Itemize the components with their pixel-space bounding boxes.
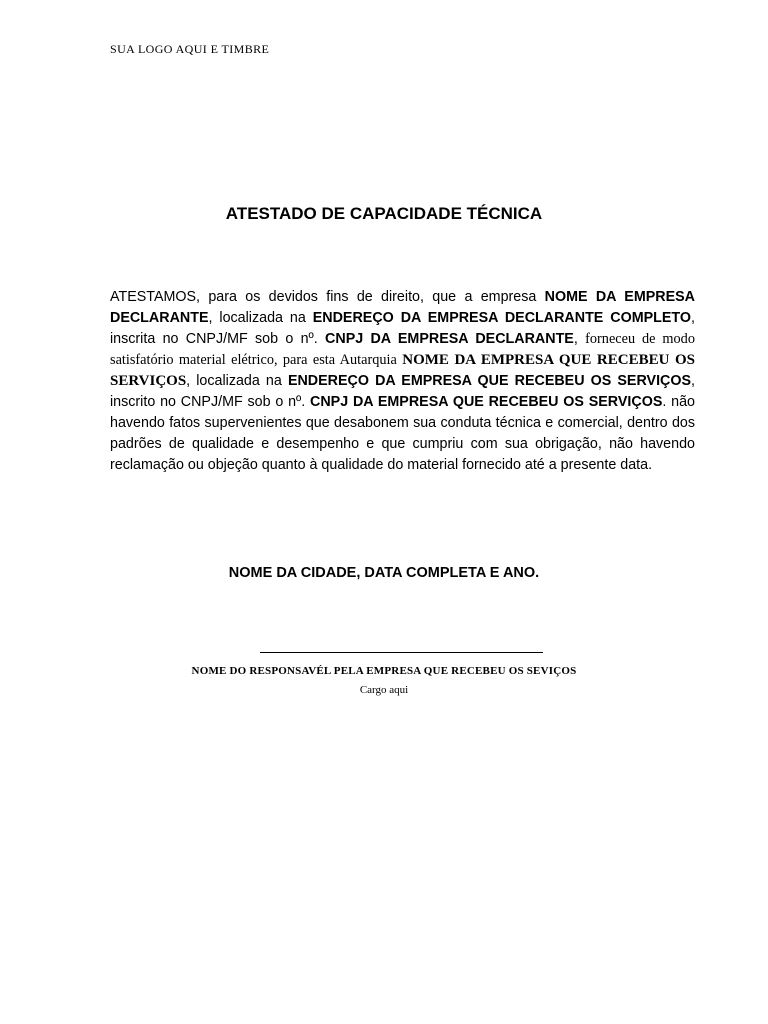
- body-text-part-8: . não havendo fatos supervenientes que desabonem sua conduta técnica e comercial, dentro dos padrões de qualidade e desempenho e que cumpriu com sua obrigação, não havendo reclamação ou objeção quanto à qualidade do material fornecido até a presente data.: [110, 394, 695, 473]
- signatory-name: NOME DO RESPONSAVÉL PELA EMPRESA QUE RECEBEU OS SEVIÇOS: [191, 665, 577, 677]
- signature-line: [260, 652, 543, 653]
- signatory-role: Cargo aqui: [359, 684, 409, 696]
- document-title: ATESTADO DE CAPACIDADE TÉCNICA: [225, 204, 543, 223]
- body-text-part-4: ,: [573, 331, 586, 347]
- body-text-part-6: , localizada na: [186, 373, 288, 389]
- declarant-company-cnpj: CNPJ DA EMPRESA DECLARANTE: [325, 331, 574, 347]
- recipient-company-name: NOME DA EMPRESA QUE RECEBEU OS SERVIÇOS: [110, 352, 696, 389]
- body-text-part-7: , inscrito no CNPJ/MF sob o nº.: [110, 373, 696, 410]
- body-text-part-5: forneceu de modo satisfatório material elétrico, para esta Autarquia: [110, 331, 695, 368]
- declarant-company-name: NOME DA EMPRESA DECLARANTE: [110, 289, 695, 326]
- logo-placeholder-text: SUA LOGO AQUI E TIMBRE: [110, 42, 270, 56]
- certificate-body: [110, 287, 695, 476]
- declarant-company-address: ENDEREÇO DA EMPRESA DECLARANTE COMPLETO: [312, 310, 692, 326]
- recipient-company-cnpj: CNPJ DA EMPRESA QUE RECEBEU OS SERVIÇOS: [310, 394, 663, 410]
- body-text-part-1: ATESTAMOS, para os devidos fins de direito, que a empresa: [110, 289, 545, 305]
- body-text-part-2: , localizada na: [208, 310, 313, 326]
- city-date-line: NOME DA CIDADE, DATA COMPLETA E ANO.: [228, 565, 540, 581]
- body-text-part-3: , inscrita no CNPJ/MF sob o nº.: [110, 310, 696, 347]
- recipient-company-address: ENDEREÇO DA EMPRESA QUE RECEBEU OS SERVIÇOS: [287, 373, 692, 389]
